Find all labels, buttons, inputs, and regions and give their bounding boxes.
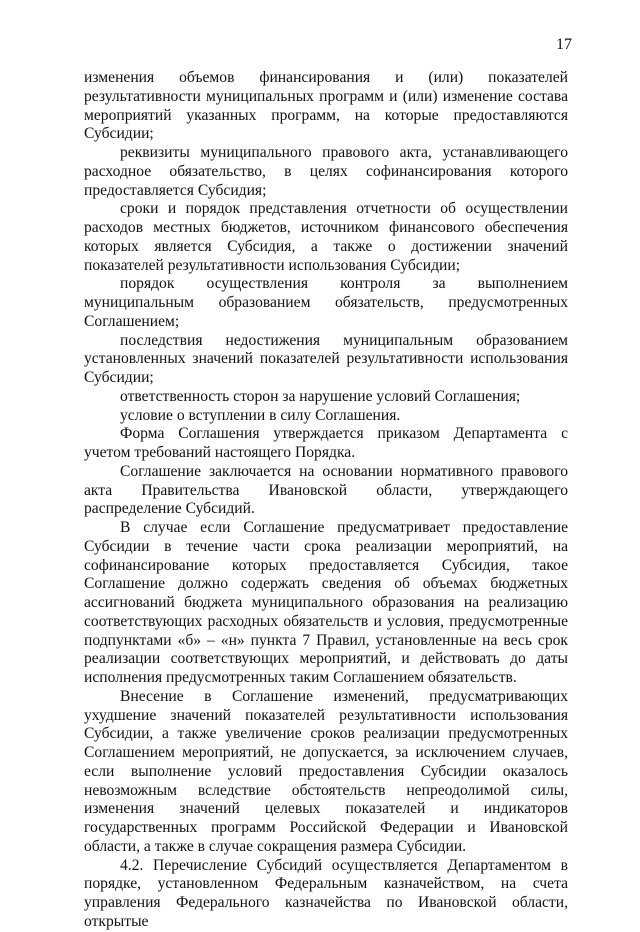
paragraph-legal-act-details: реквизиты муниципального правового акта, устанавливающего расходное обязательство, в целях софинансирования которого предоставляется Субсидия; <box>84 144 568 199</box>
paragraph-amendments: Внесение в Соглашение изменений, предусматривающих ухудшение значений показателей результативности использования Субсидии, а также увеличение сроков реализации предусмотренных Соглашением мероприятий, не допускается, за исключением случаев, если выполнение условий предоставления Субсидии оказалось невозможным вследствие обстоятельств непреодолимой силы, изменения значений целевых показателей и индикаторов государственных программ Российской Федерации и Ивановской области, а также в случае сокращения размера Субсидии. <box>84 687 568 855</box>
paragraph-control-procedure: порядок осуществления контроля за выполнением муниципальным образованием обязательств, предусмотренных Соглашением; <box>84 275 568 330</box>
paragraph-agreement-form: Форма Соглашения утверждается приказом Департамента с учетом требований настоящего Порядка. <box>84 425 568 461</box>
paragraph-liability: ответственность сторон за нарушение условий Соглашения; <box>120 387 521 405</box>
paragraph-reporting-procedure: сроки и порядок представления отчетности об осуществлении расходов местных бюджетов, источником финансового обеспечения которых является Субсидия, а также о достижении значений показателей результативности использования Субсидии; <box>84 200 568 274</box>
paragraph-partial-term: В случае если Соглашение предусматривает предоставление Субсидии в течение части срока реализации мероприятий, на софинансирование которых предоставляется Субсидия, такое Соглашение должно содержать сведения об объемах бюджетных ассигнований бюджета муниципального образования на реализацию соответствующих расходных обязательств и условия, предусмотренные подпунктами «б» – «н» пункта 7 Правил, установленные на весь срок реализации соответствующих мероприятий, и действовать до даты исполнения предусмотренных таким Соглашением обязательств. <box>84 519 568 686</box>
paragraph-transfer-of-subsidies: 4.2. Перечисление Субсидий осуществляется Департаментом в порядке, установленном Федеральным казначейством, на счета управления Федерального казначейства по Ивановской области, открытые <box>84 856 568 930</box>
document-body <box>84 69 568 932</box>
paragraph-entry-into-force: условие о вступлении в силу Соглашения. <box>120 406 401 424</box>
paragraph-budget-changes: изменения объемов финансирования и (или) показателей результативности муниципальных программ и (или) изменение состава мероприятий указанных программ, на которые предоставляются Субсидии; <box>84 69 568 143</box>
paragraph-agreement-basis: Соглашение заключается на основании нормативного правового акта Правительства Ивановской области, утверждающего распределение Субсидий. <box>84 462 568 518</box>
page-number: 17 <box>556 36 572 53</box>
paragraph-failure-consequences: последствия недостижения муниципальным образованием установленных значений показателей результативности использования Субсидии; <box>84 331 568 386</box>
